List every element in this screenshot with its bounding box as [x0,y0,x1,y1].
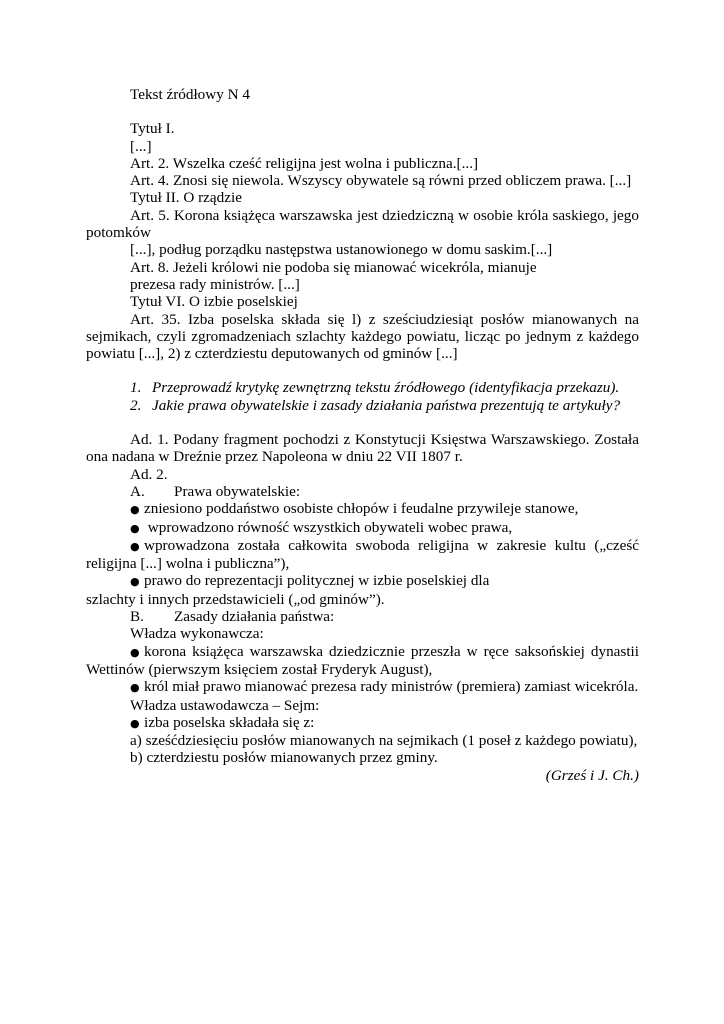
sub-list-item: b) czterdziestu posłów mianowanych przez gminy. [130,749,438,767]
source-line: [...] [130,137,152,155]
question-text: Jakie prawa obywatelskie i zasady działania państwa prezentują te artykuły? [152,396,621,414]
source-line: Art. 4. Znosi się niewola. Wszyscy obywatele są równi przed obliczem prawa. [...] [130,172,632,190]
questions-list [86,379,639,414]
list-item: ● król miał prawo mianować prezesa rady ministrów (premiera) zamiast wicekróla. [130,678,639,696]
source-line: Art. 2. Wszelka cześć religijna jest wolna i publiczna.[...] [130,154,479,172]
answer-ad2: Ad. 2. [130,465,168,483]
question-item [86,397,639,414]
question-number: 1. [130,379,142,397]
question-item [86,379,639,396]
source-line: Art. 35. Izba poselska składa się l) z sześciudziesiąt posłów mianowanych na sejmikach, czyli zgromadzeniach szlachty każdego powiatu, licząc po jednym z każdego powiatu [...], 2) z czterdziestu deputowanych od gminów [...] [86,310,639,363]
subsection-heading: Władza wykonawcza: [130,625,264,643]
bullet-icon: ● [130,539,140,553]
section-letter: A. [130,482,145,500]
answer-ad1: Ad. 1. Podany fragment pochodzi z Konstytucji Księstwa Warszawskiego. Została ona nadana w Dreźnie przez Napoleona w dniu 22 VII 1807 r. [86,431,639,466]
answer-section [86,431,639,767]
section-heading-text: Zasady działania państwa: [174,608,335,626]
source-line: Art. 8. Jeżeli królowi nie podoba się mianować wicekróla, mianuje prezesa rady ministrów. [...] [130,258,537,293]
list-item: ● zniesiono poddaństwo osobiste chłopów i feudalne przywileje stanowe, [130,500,579,518]
section-a-heading [86,483,639,500]
list-item: ● wprowadzono równość wszystkich obywateli wobec prawa, [130,518,513,536]
source-line: Art. 5. Korona książęca warszawska jest dziedziczną w osobie króla saskiego, jego potomków [86,206,639,242]
question-number: 2. [130,396,142,414]
source-line: Tytuł I. [130,120,175,138]
source-text [86,120,639,362]
source-line: [...], podług porządku następstwa ustanowionego w domu saskim.[...] [130,241,553,259]
subsection-heading: Władza ustawodawcza – Sejm: [130,696,320,714]
question-text: Przeprowadź krytykę zewnętrzną tekstu źródłowego (identyfikacja przekazu). [152,379,620,397]
bullet-icon: ● [130,575,140,589]
signature: (Grześ i J. Ch.) [545,766,639,784]
document-title: Tekst źródłowy N 4 [130,86,250,103]
list-item: ● izba poselska składała się z: [130,713,315,731]
section-b-heading [86,608,639,625]
bullet-icon: ● [130,645,140,659]
bullet-icon: ● [130,521,140,535]
document-page [86,86,639,784]
section-heading-text: Prawa obywatelskie: [174,482,301,500]
bullet-icon: ● [130,681,140,695]
section-letter: B. [130,608,144,626]
source-line: Tytuł II. O rządzie [130,189,242,207]
list-item: ● korona książęca warszawska dziedzicznie przeszła w ręce saksońskiej dynastii Wettinów (pierwszym księciem został Fryderyk August), [86,642,639,678]
sub-list-item: a) sześćdziesięciu posłów mianowanych na sejmikach (1 poseł z każdego powiatu), [130,732,638,750]
bullet-icon: ● [130,716,140,730]
source-line: Tytuł VI. O izbie poselskiej [130,293,298,311]
list-item: ● wprowadzona została całkowita swoboda religijna w zakresie kultu („cześć religijna [...] wolna i publiczna”), [86,536,639,573]
list-item: ● prawo do reprezentacji politycznej w izbie poselskiej dla szlachty i innych przedstawicieli („od gminów”). [86,572,490,608]
bullet-icon: ● [130,503,140,517]
